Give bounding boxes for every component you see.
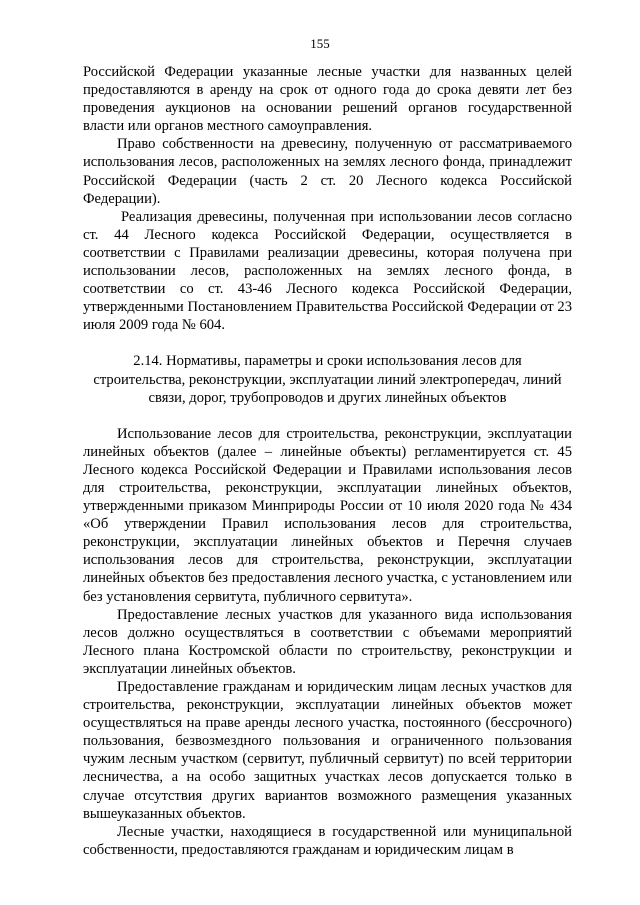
section-heading: 2.14. Нормативы, параметры и сроки использования лесов для строительства, реконструкции, эксплуатации линий электропередач, линий связи, дорог, трубопроводов и других линейных объектов — [93, 353, 562, 406]
paragraph-usage-rights: Предоставление гражданам и юридическим лицам лесных участков для строительства, реконструкции, эксплуатации линейных объектов может осуществляться на праве аренды лесного участка, постоянного (бессрочного) пользования, безвозмездного пользования и ограниченного пользования чужим лесным участком (сервитут, публичный сервитут) по всей территории лесничества, а на особо защитных участках лесов допускается только в случае отсутствия других вариантов возможного размещения указанных вышеуказанных объектов. — [83, 679, 572, 822]
paragraph-lease-terms: Российской Федерации указанные лесные участки для названных целей предоставляются в аренду на срок от одного года до срока девяти лет без проведения аукционов на основании решений органов государственной власти или органов местного самоуправления. — [83, 64, 572, 135]
paragraph-state-ownership: Лесные участки, находящиеся в государственной или муниципальной собственности, предоставляются гражданам и юридическим лицам в — [83, 823, 572, 858]
page-number: 155 — [310, 36, 330, 51]
paragraph-wood-ownership: Право собственности на древесину, полученную от рассматриваемого использования лесов, расположенных на землях лесного фонда, принадлежит Российской Федерации (часть 2 ст. 20 Лесного кодекса Российской Федерации). — [83, 136, 572, 207]
paragraph-wood-sale: Реализация древесины, полученная при использовании лесов согласно ст. 44 Лесного кодекса Российской Федерации, осуществляется в соответствии с Правилами реализации древесины, которая получена при использовании лесов, расположенных на землях лесного фонда, в соответствии со ст. 43-46 Лесного кодекса Российской Федерации, утвержденными Постановлением Правительства Российской Федерации от 23 июля 2009 года № 604. — [83, 208, 572, 334]
page-content — [83, 63, 572, 859]
paragraph-linear-objects-regulation: Использование лесов для строительства, реконструкции, эксплуатации линейных объектов (далее – линейные объекты) регламентируется ст. 45 Лесного кодекса Российской Федерации и Правилами использования лесов для строительства, реконструкции, эксплуатации линейных объектов, утвержденными приказом Минприроды России от 10 июля 2020 года № 434 «Об утверждении Правил использования лесов для строительства, реконструкции, эксплуатации линейных объектов и Перечня случаев использования лесов для строительства, реконструкции, эксплуатации линейных объектов без предоставления лесного участка, с установлением или без установления сервитута, публичного сервитута». — [83, 425, 572, 605]
paragraph-forest-plan: Предоставление лесных участков для указанного вида использования лесов должно осуществляться в соответствии с объемами мероприятий Лесного плана Костромской области по строительству, реконструкции и эксплуатации линейных объектов. — [83, 606, 572, 677]
